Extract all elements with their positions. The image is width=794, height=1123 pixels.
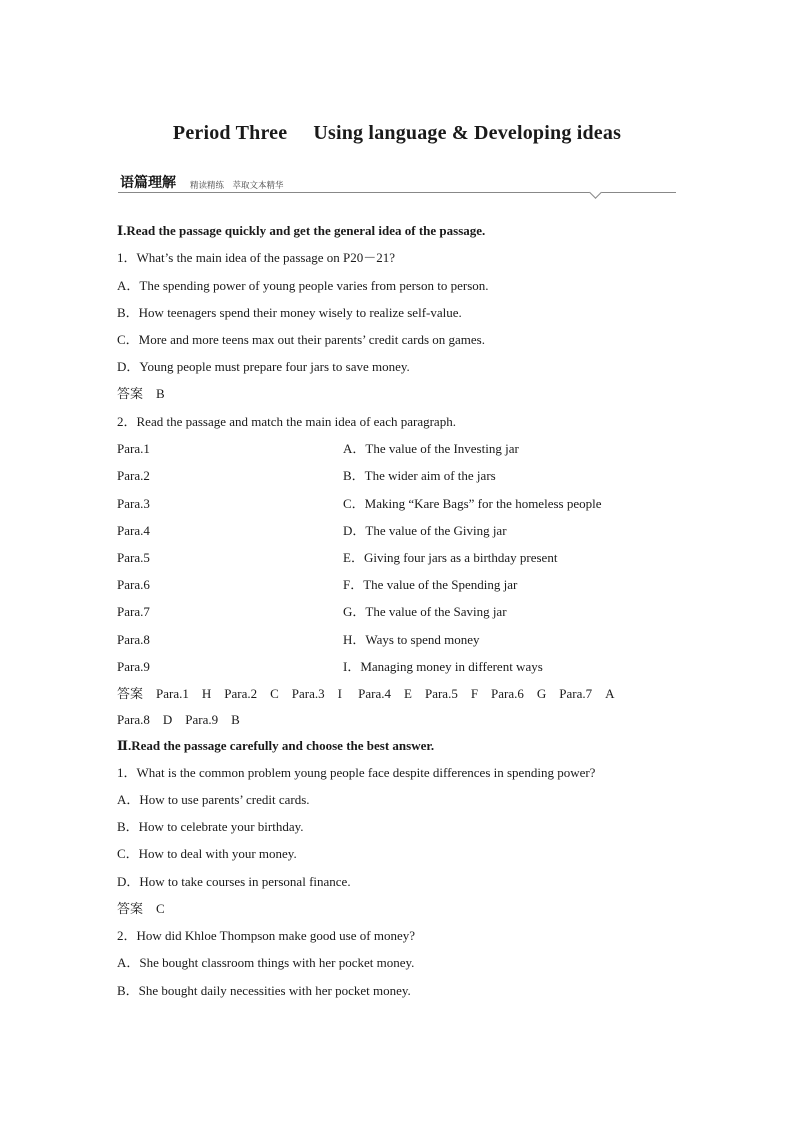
main-idea-b: B．The wider aim of the jars [343,468,496,483]
para-label-3: Para.3 [117,496,150,511]
part1-q1-answer: 答案 B [117,386,165,401]
section-header-subtitle: 精读精练 萃取文本精华 [190,181,284,191]
para-label-1: Para.1 [117,441,150,456]
part1-q2-question: 2．Read the passage and match the main idea of each paragraph. [117,414,456,429]
para-label-5: Para.5 [117,550,150,565]
part1-heading: Ⅰ.Read the passage quickly and get the general idea of the passage. [117,223,486,238]
main-idea-g: G．The value of the Saving jar [343,604,507,619]
part1-q1-option-c: C．More and more teens max out their parents’ credit cards on games. [117,332,485,347]
para-label-9: Para.9 [117,659,150,674]
para-label-7: Para.7 [117,604,150,619]
para-label-2: Para.2 [117,468,150,483]
part2-q2-option-a: A．She bought classroom things with her pocket money. [117,955,415,970]
section-header [118,170,676,194]
main-idea-a: A．The value of the Investing jar [343,441,519,456]
part1-q1-option-b: B．How teenagers spend their money wisely to realize self-value. [117,305,462,320]
part2-q1-option-c: C．How to deal with your money. [117,846,297,861]
part1-q2-answer-line1: 答案 Para.1 H Para.2 C Para.3 I Para.4 E Para.5 F Para.6 G Para.7 A [117,686,615,701]
part2-q1-answer: 答案 C [117,901,165,916]
part2-q1-question: 1．What is the common problem young people face despite differences in spending power? [117,765,596,780]
part1-q1-option-d: D．Young people must prepare four jars to save money. [117,359,410,374]
part2-q2-option-b: B．She bought daily necessities with her pocket money. [117,983,411,998]
para-label-8: Para.8 [117,632,150,647]
main-idea-d: D．The value of the Giving jar [343,523,507,538]
title-period: Period Three [172,122,288,144]
main-idea-i: I．Managing money in different ways [343,659,543,674]
divider-notch [589,186,602,199]
para-label-6: Para.6 [117,577,150,592]
main-idea-c: C．Making “Kare Bags” for the homeless people [343,496,602,511]
page-title [0,122,794,145]
part1-q1-option-a: A．The spending power of young people varies from person to person. [117,278,489,293]
part2-q1-option-d: D．How to take courses in personal finance. [117,874,351,889]
title-topic: Using language & Developing ideas [313,122,622,144]
main-idea-f: F．The value of the Spending jar [343,577,518,592]
section-header-title: 语篇理解 [120,175,176,191]
para-label-4: Para.4 [117,523,150,538]
main-idea-e: E．Giving four jars as a birthday present [343,550,558,565]
part2-q1-option-a: A．How to use parents’ credit cards. [117,792,310,807]
part1-q1-question: 1．What’s the main idea of the passage on P20－21? [117,250,395,265]
part2-q2-question: 2．How did Khloe Thompson make good use of money? [117,928,415,943]
part2-heading: Ⅱ.Read the passage carefully and choose the best answer. [117,738,435,753]
part1-q2-answer-line2: Para.8 D Para.9 B [117,712,240,727]
main-idea-h: H．Ways to spend money [343,632,480,647]
part2-q1-option-b: B．How to celebrate your birthday. [117,819,304,834]
